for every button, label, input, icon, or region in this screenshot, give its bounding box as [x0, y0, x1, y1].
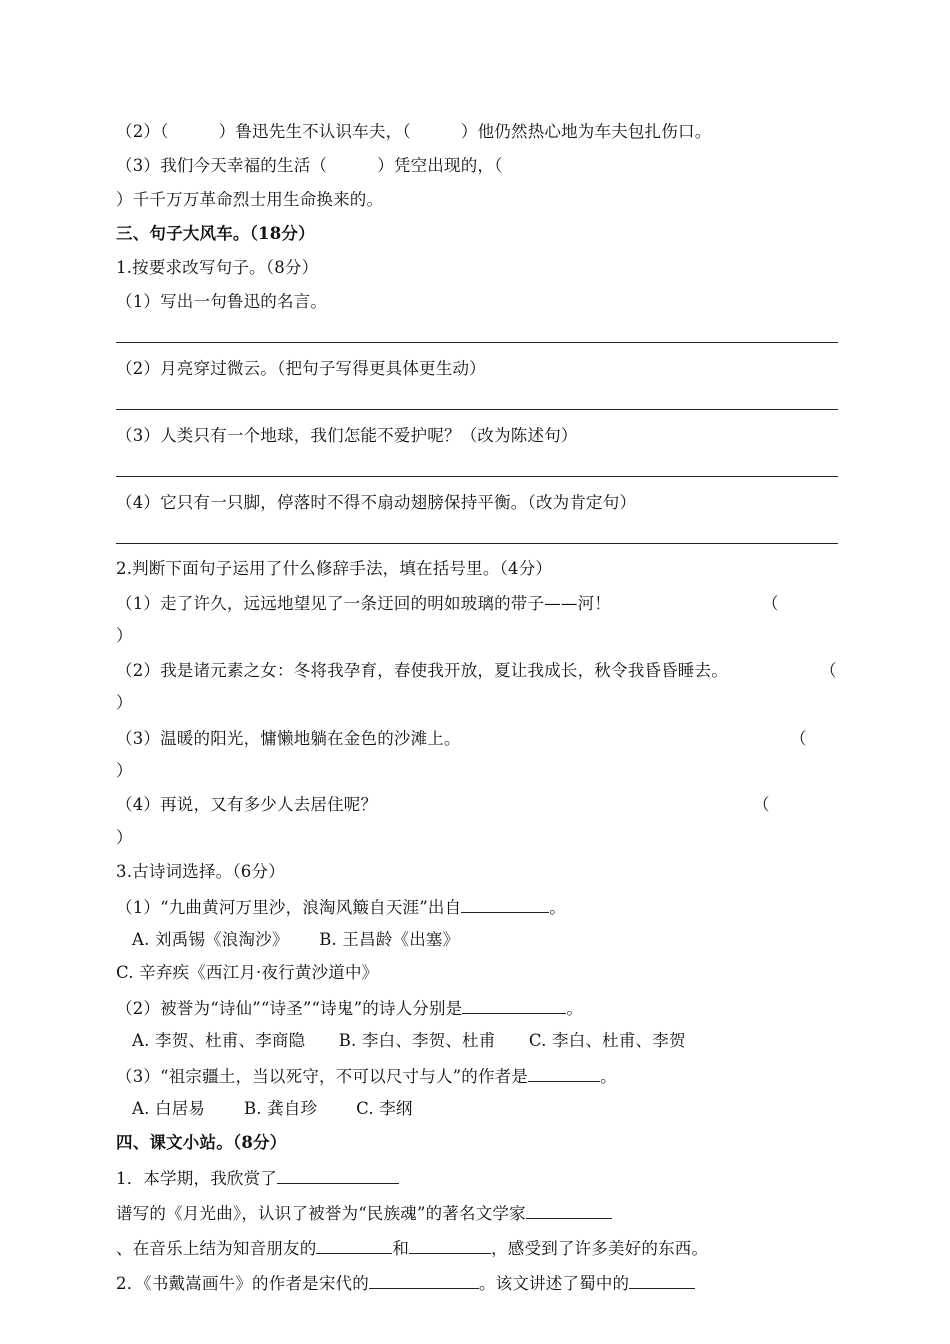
lesson-question-2-text-b: 。该文讲述了蜀中的 — [478, 1274, 630, 1293]
answer-bracket-close-4[interactable]: ） — [116, 828, 133, 847]
lesson-question-1-line2 — [116, 1200, 838, 1226]
answer-line-1[interactable] — [116, 342, 838, 343]
answer-bracket-close-1[interactable]: ） — [116, 626, 133, 645]
poem-option-1c: C. 辛弃疾《西江月·夜行黄沙道中》 — [116, 963, 379, 982]
poem-question-3 — [116, 1063, 838, 1089]
rhetoric-item-2: （2）我是诸元素之女：冬将我孕育，春使我开放，夏让我成长，秋令我昏昏睡去。 — [116, 661, 728, 680]
poem-answer-blank-2[interactable] — [462, 995, 566, 1014]
question-2-2: （2）（ ）鲁迅先生不认识车夫，（ ）他仍然热心地为车夫包扎伤口。 — [116, 122, 712, 141]
lesson-question-1-line3 — [116, 1235, 838, 1261]
friend-blank-1[interactable] — [316, 1235, 392, 1254]
poem-question-1-text: （1）“九曲黄河万里沙，浪淘风簸自天涯”出自 — [116, 898, 462, 917]
poem-options-1: A. 刘禹锡《浪淘沙》 B. 王昌龄《出塞》 — [132, 930, 460, 949]
poem-question-2 — [116, 995, 838, 1021]
lesson-question-1-text-a: 1．本学期，我欣赏了 — [116, 1169, 277, 1188]
writer-blank[interactable] — [526, 1200, 612, 1219]
friend-blank-2[interactable] — [409, 1235, 491, 1254]
answer-line-3[interactable] — [116, 476, 838, 477]
lesson-question-1-text-c2: 和 — [392, 1239, 410, 1258]
poem-answer-blank-1[interactable] — [461, 894, 549, 913]
lesson-question-1-text-b: 谱写的《月光曲》，认识了被誉为“民族魂”的著名文学家 — [116, 1204, 526, 1223]
poem-answer-blank-3[interactable] — [528, 1063, 600, 1082]
poem-question-3-end: 。 — [600, 1067, 617, 1086]
part-1-title: 1.按要求改写句子。（8分） — [116, 258, 319, 277]
answer-bracket-open-3[interactable]: （ — [790, 729, 807, 748]
author-blank[interactable] — [369, 1270, 479, 1289]
section-4-title: 四、课文小站。（8分） — [116, 1133, 287, 1152]
rhetoric-item-4: （4）再说，又有多少人去居住呢？ — [116, 795, 378, 814]
section-3-title: 三、句子大风车。（18分） — [116, 224, 315, 243]
answer-bracket-close-2[interactable]: ） — [116, 693, 133, 712]
part-2-title: 2.判断下面句子运用了什么修辞手法，填在括号里。（4分） — [116, 559, 553, 578]
part-3-title: 3.古诗词选择。（6分） — [116, 862, 285, 881]
rewrite-item-3: （3）人类只有一个地球，我们怎能不爱护呢？（改为陈述句） — [116, 426, 578, 445]
rhetoric-item-1: （1）走了许久，远远地望见了一条迂回的明如玻璃的带子——河！ — [116, 594, 611, 613]
composer-blank[interactable] — [277, 1165, 399, 1184]
lesson-question-1-text-c1: 、在音乐上结为知音朋友的 — [116, 1239, 317, 1258]
answer-line-4[interactable] — [116, 543, 838, 544]
poem-options-2: A. 李贺、杜甫、李商隐 B. 李白、李贺、杜甫 C. 李白、杜甫、李贺 — [132, 1031, 686, 1050]
lesson-question-2-text-a: 2．《书戴嵩画牛》的作者是宋代的 — [116, 1274, 369, 1293]
question-2-3-line2: ）千千万万革命烈士用生命换来的。 — [116, 190, 384, 209]
poem-options-3: A. 白居易 B. 龚自珍 C. 李纲 — [132, 1099, 413, 1118]
rewrite-item-4: （4）它只有一只脚，停落时不得不扇动翅膀保持平衡。（改为肯定句） — [116, 493, 637, 512]
answer-bracket-open-2[interactable]: （ — [820, 661, 837, 680]
poem-question-1 — [116, 894, 838, 920]
question-2-3-line1: （3）我们今天幸福的生活（ ）凭空出现的，（ — [116, 156, 503, 175]
answer-bracket-close-3[interactable]: ） — [116, 761, 133, 780]
answer-bracket-open-1[interactable]: （ — [762, 594, 779, 613]
answer-line-2[interactable] — [116, 409, 838, 410]
story-blank[interactable] — [629, 1270, 695, 1289]
lesson-question-2 — [116, 1270, 838, 1296]
answer-bracket-open-4[interactable]: （ — [753, 795, 770, 814]
poem-question-3-text: （3）“祖宗疆土，当以死守，不可以尺寸与人”的作者是 — [116, 1067, 529, 1086]
lesson-question-1-text-c3: ，感受到了许多美好的东西。 — [491, 1239, 709, 1258]
poem-question-2-end: 。 — [566, 999, 584, 1018]
poem-question-1-end: 。 — [549, 898, 566, 917]
rhetoric-item-3: （3）温暖的阳光，慵懒地躺在金色的沙滩上。 — [116, 729, 461, 748]
lesson-question-1-line1 — [116, 1165, 838, 1191]
rewrite-item-2: （2）月亮穿过微云。（把句子写得更具体更生动） — [116, 359, 486, 378]
rewrite-item-1: （1）写出一句鲁迅的名言。 — [116, 292, 328, 311]
poem-question-2-text: （2）被誉为“诗仙”“诗圣”“诗鬼”的诗人分别是 — [116, 999, 463, 1018]
